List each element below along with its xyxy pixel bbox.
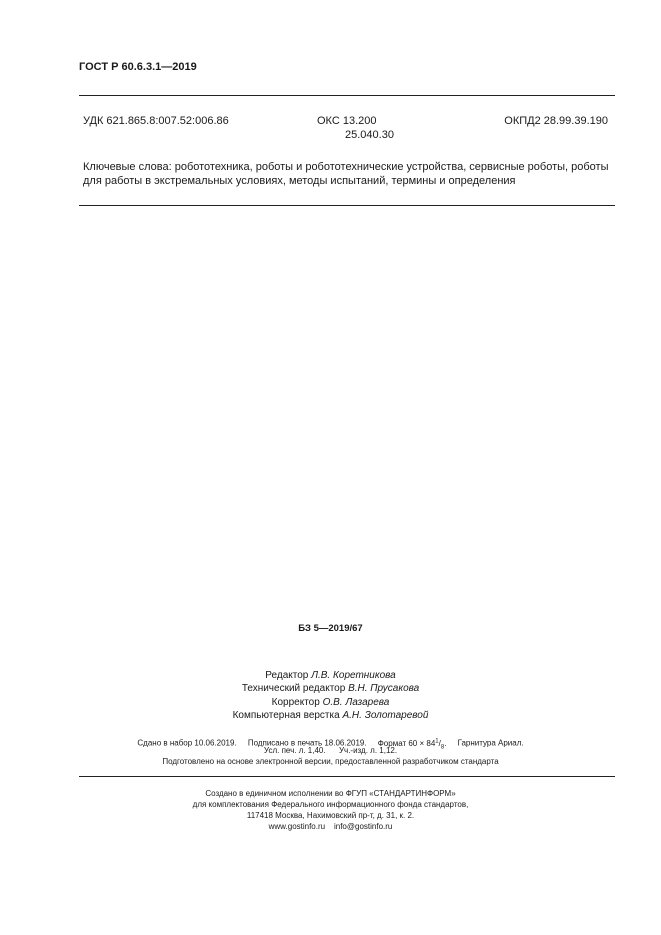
publisher-line-1: Создано в единичном исполнении во ФГУП «СТАНДАРТИНФОРМ» [205, 789, 456, 798]
udk-code: УДК 621.865.8:007.52:006.86 [83, 115, 229, 127]
standard-number: ГОСТ Р 60.6.3.1—2019 [79, 61, 197, 73]
website-link[interactable]: www.gostinfo.ru [268, 822, 326, 831]
format-denominator: 8 [440, 744, 445, 751]
signed-date: Подписано в печать 18.06.2019. [247, 738, 367, 748]
prepared-note: Подготовлено на основе электронной версии, предоставленной разработчиком стандарта [162, 757, 499, 766]
okpd2-code: ОКПД2 28.99.39.190 [504, 115, 608, 127]
tech-editor-name: В.Н. Прусакова [348, 683, 420, 695]
tech-editor-line [0, 682, 661, 695]
top-divider [79, 95, 615, 96]
oks-code [317, 114, 394, 142]
layout-name: А.Н. Золотаревой [342, 710, 429, 722]
publisher-address: 117418 Москва, Нахимовский пр-т, д. 31, к. 2. [246, 811, 415, 820]
oks-line-1: ОКС 13.200 [317, 115, 377, 127]
publisher-line-2: для комплектования Федерального информационного фонда стандартов, [192, 800, 469, 809]
typeface: Гарнитура Ариал. [457, 738, 524, 748]
oks-line-2: 25.040.30 [345, 129, 394, 141]
credits-block [0, 669, 661, 723]
editor-name: Л.В. Коретникова [311, 670, 396, 681]
proofreader-name: О.В. Лазарева [322, 696, 390, 708]
layout-label: Компьютерная верстка [232, 710, 340, 722]
email-link[interactable]: info@gostinfo.ru [333, 822, 393, 831]
format-numerator: 1 [435, 738, 439, 744]
format-prefix: Формат 60 × 84 [377, 738, 436, 748]
tech-editor-label: Технический редактор [241, 683, 346, 695]
layout-line [0, 709, 661, 722]
publisher-contacts [0, 821, 661, 833]
publ-sheets: Уч.-изд. л. 1,12. [338, 746, 398, 755]
editor-label: Редактор [265, 670, 309, 681]
proofreader-line [0, 696, 661, 709]
bottom-divider [79, 776, 615, 777]
keywords-divider [79, 205, 615, 206]
print-sheets: Усл. печ. л. 1,40. [263, 746, 326, 755]
paper-format: Формат $60 \times 84^1/_8$. [377, 738, 447, 751]
bz-number: БЗ 5—2019/67 [298, 623, 363, 634]
editor-line [0, 669, 661, 682]
keywords: Ключевые слова: робототехника, роботы и робототехнические устройства, сервисные роботы, роботы для работы в экстремальных условиях, методы испытаний, термины и определения [83, 161, 609, 187]
submitted-date: Сдано в набор 10.06.2019. [137, 738, 237, 748]
proofreader-label: Корректор [271, 696, 320, 708]
